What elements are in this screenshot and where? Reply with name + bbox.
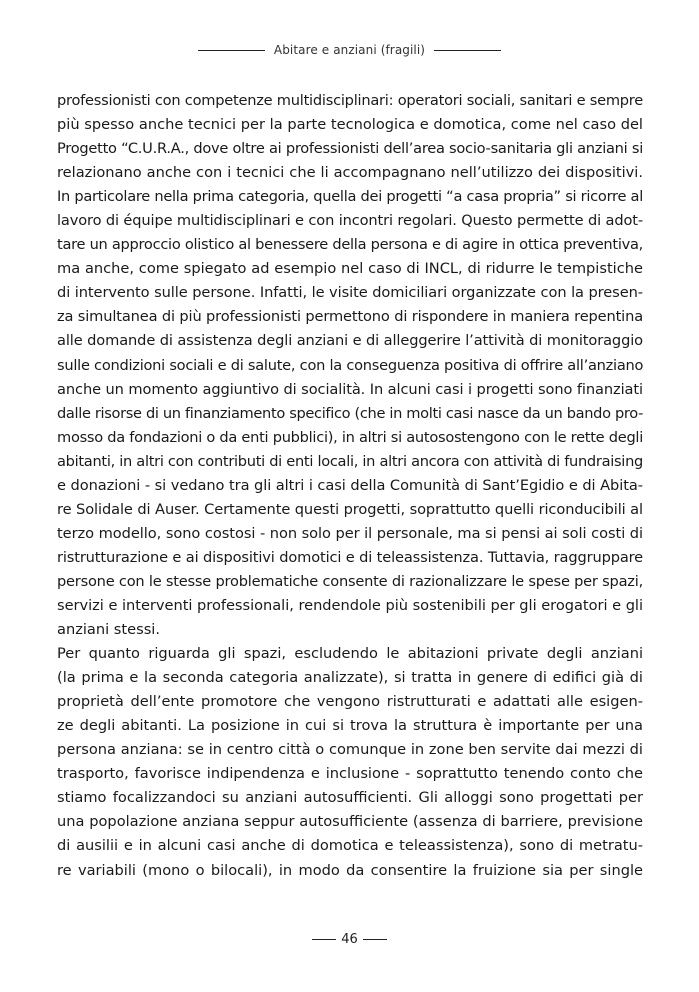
text-line: anche un momento aggiuntivo di socialità. In alcuni casi i progetti sono finanziati: [57, 380, 643, 398]
text-line: lavoro di équipe multidisciplinari e con incontri regolari. Questo permette di adot-: [57, 212, 643, 230]
text-line: di ausilii e in alcuni casi anche di domotica e teleassistenza), sono di metratu-: [57, 837, 643, 855]
text-line: Progetto “C.U.R.A., dove oltre ai professionisti dell’area socio-sanitaria gli anziani si: [57, 140, 643, 158]
paragraph: [57, 89, 643, 642]
text-line: In particolare nella prima categoria, quella dei progetti “a casa propria” si ricorre al: [57, 188, 643, 206]
text-line: servizi e interventi professionali, rendendole più sostenibili per gli erogatori e gli: [57, 596, 643, 614]
text-line: re variabili (mono o bilocali), in modo da consentire la fruizione sia per single: [57, 861, 643, 879]
text-line: di intervento sulle persone. Infatti, le visite domiciliari organizzate con la presen-: [57, 284, 643, 302]
text-line: Per quanto riguarda gli spazi, escludendo le abitazioni private degli anziani: [57, 645, 643, 663]
text-line: tare un approccio olistico al benessere della persona e di agire in ottica preventiva,: [57, 236, 643, 254]
text-line: ma anche, come spiegato ad esempio nel caso di INCL, di ridurre le tempistiche: [57, 260, 643, 278]
header-rule-right: [434, 50, 501, 51]
text-line: proprietà dell’ente promotore che vengono ristrutturati e adattati alle esigen-: [57, 693, 643, 711]
text-line: ze degli abitanti. La posizione in cui si trova la struttura è importante per una: [57, 717, 643, 735]
text-line: mosso da fondazioni o da enti pubblici), in altri si autosostengono con le rette degli: [57, 428, 643, 446]
text-line: anziani stessi.: [57, 621, 160, 639]
text-line: e donazioni - si vedano tra gli altri i casi della Comunità di Sant’Egidio e di Abita-: [57, 476, 643, 494]
page-number: 46: [341, 932, 358, 947]
text-line: una popolazione anziana seppur autosufficiente (assenza di barriere, previsione: [57, 813, 643, 831]
text-line: za simultanea di più professionisti permettono di rispondere in maniera repentina: [57, 308, 644, 326]
body-text: [57, 89, 643, 883]
footer-rule-right: [363, 939, 387, 940]
text-line: ristrutturazione e ai dispositivi domotici e di teleassistenza. Tuttavia, raggruppare: [57, 548, 643, 566]
text-line: alle domande di assistenza degli anziani e di alleggerire l’attività di monitoraggio: [57, 332, 643, 350]
paragraph: [57, 642, 643, 882]
running-head: [0, 43, 699, 57]
text-line: abitanti, in altri con contributi di enti locali, in altri ancora con attività di fundraising: [57, 452, 643, 470]
text-line: persona anziana: se in centro città o comunque in zone ben servite dai mezzi di: [57, 741, 643, 759]
text-line: dalle risorse di un finanziamento specifico (che in molti casi nasce da un bando pro-: [57, 404, 643, 422]
text-line: trasporto, favorisce indipendenza e inclusione - soprattutto tenendo conto che: [57, 765, 643, 783]
text-line: più spesso anche tecnici per la parte tecnologica e domotica, come nel caso del: [57, 116, 643, 134]
page-footer: [0, 932, 699, 947]
text-line: re Solidale di Auser. Certamente questi progetti, soprattutto quelli riconducibili al: [57, 500, 643, 518]
footer-rule-left: [312, 939, 336, 940]
running-head-title: Abitare e anziani (fragili): [273, 43, 426, 57]
text-line: (la prima e la seconda categoria analizzate), si tratta in genere di edifici già di: [57, 669, 643, 687]
text-line: stiamo focalizzandoci su anziani autosufficienti. Gli alloggi sono progettati per: [57, 789, 643, 807]
text-line: professionisti con competenze multidisciplinari: operatori sociali, sanitari e sempre: [57, 92, 643, 109]
text-line: sulle condizioni sociali e di salute, con la conseguenza positiva di offrire all’anziano: [57, 356, 644, 374]
header-rule-left: [198, 50, 265, 51]
text-line: persone con le stesse problematiche consente di razionalizzare le spese per spazi,: [57, 572, 643, 590]
text-line: relazionano anche con i tecnici che li accompagnano nell’utilizzo dei dispositivi.: [57, 164, 643, 182]
text-line: terzo modello, sono costosi - non solo per il personale, ma si pensi ai soli costi di: [57, 524, 643, 542]
